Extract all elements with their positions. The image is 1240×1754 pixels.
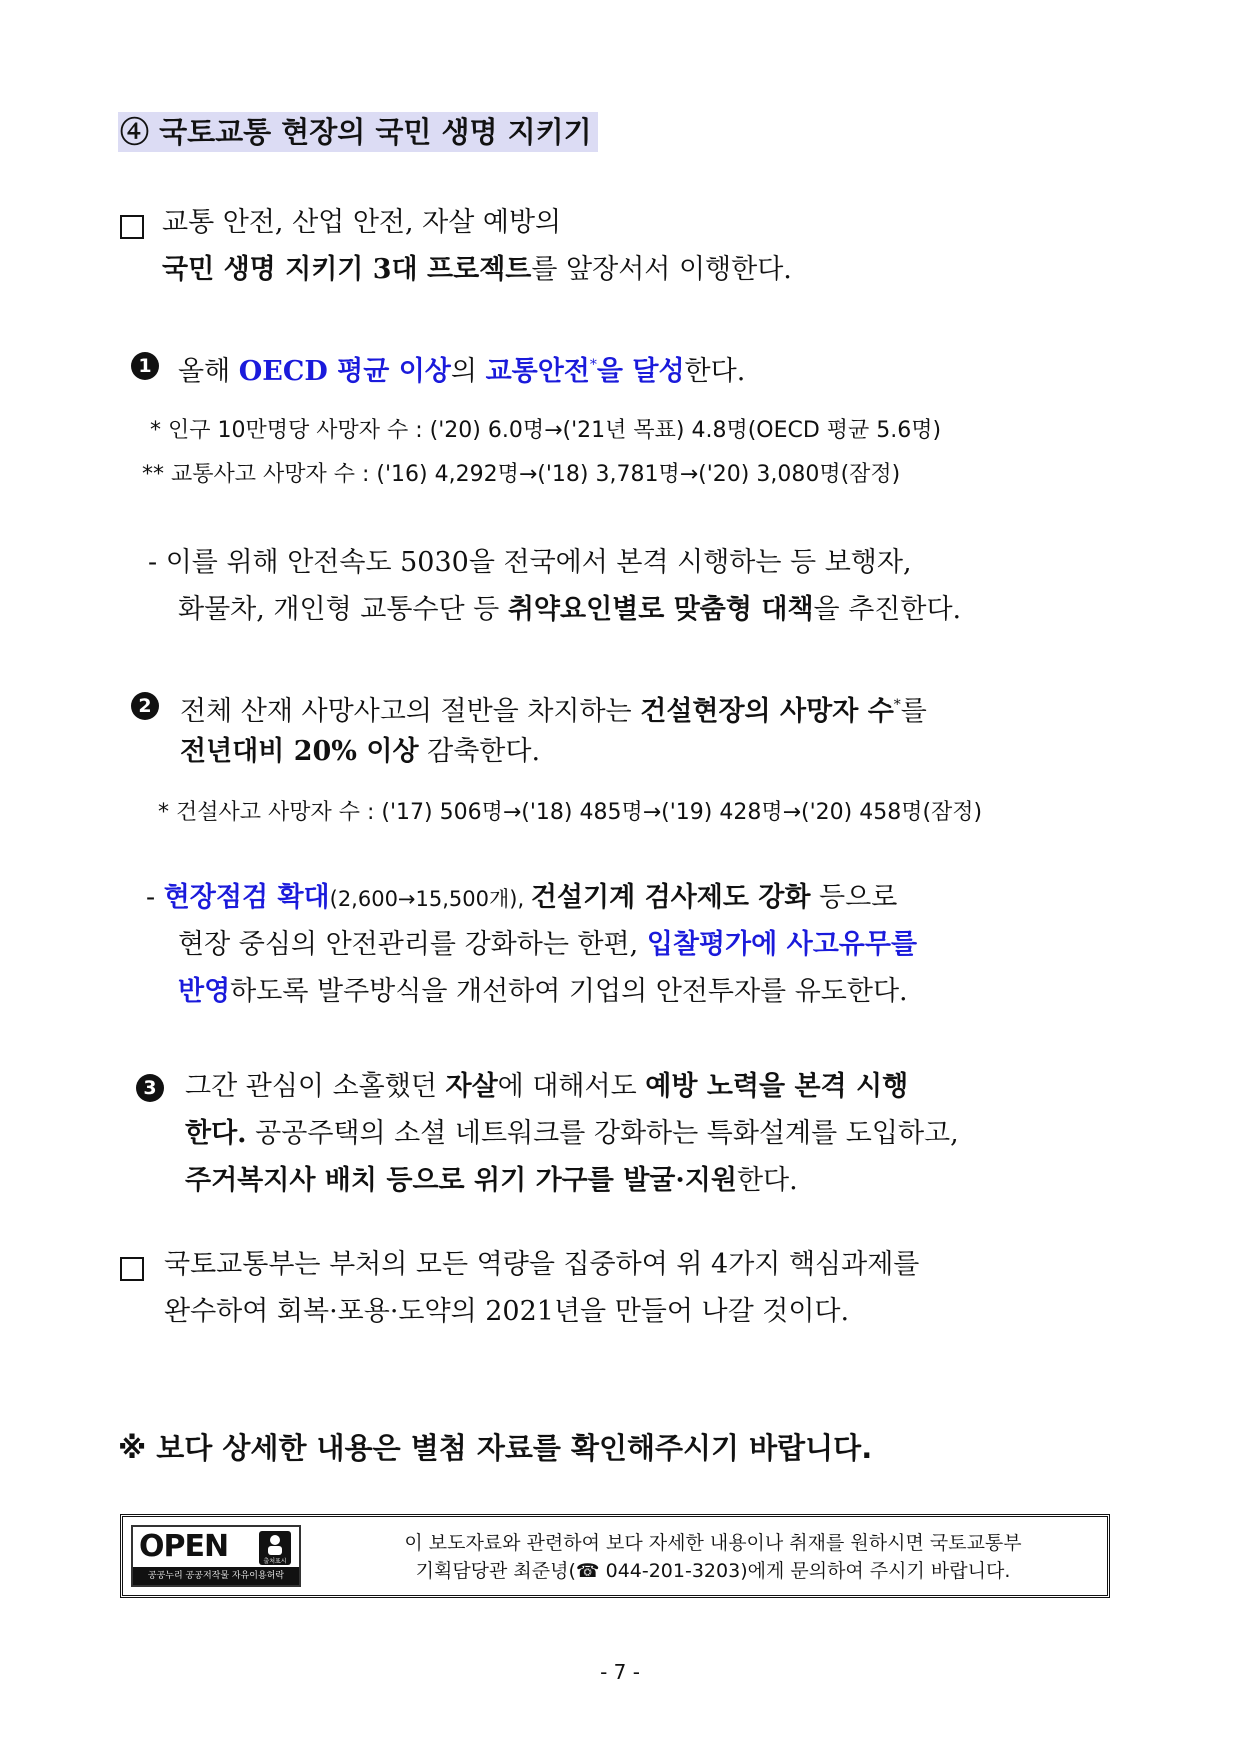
item3-line1	[185, 1070, 908, 1104]
item3-bold: 예방 노력을 본격 시행	[645, 1071, 909, 1102]
item3-bold: 한다.	[185, 1118, 247, 1149]
item3-text: 에 대해서도	[497, 1071, 646, 1102]
section-heading: ④ 국토교통 현장의 국민 생명 지키기	[118, 112, 598, 152]
section1-rest: 를 앞장서서 이행한다.	[531, 254, 792, 285]
dash2-text: 하도록 발주방식을 개선하여 기업의 안전투자를 유도한다.	[230, 976, 908, 1007]
item2-text: 전체 산재 사망사고의 절반을 차지하는	[180, 696, 641, 727]
item3-bold: 주거복지사 배치 등으로 위기 가구를 발굴·지원	[185, 1165, 737, 1196]
item3-line2	[185, 1117, 959, 1151]
item2-bold: 전년대비 20% 이상	[180, 736, 419, 767]
dash2-small: (2,600→15,500개),	[329, 887, 531, 911]
footnote-marker: *	[589, 357, 597, 373]
number-1-icon: 1	[131, 352, 159, 380]
item3-line3	[185, 1164, 798, 1198]
checkbox-square-icon	[120, 1257, 144, 1281]
contact-box	[120, 1514, 1110, 1598]
section2-line2: 완수하여 회복·포용·도약의 2021년을 만들어 나갈 것이다.	[164, 1296, 850, 1327]
item2-text: 를	[900, 696, 927, 727]
page-number: - 7 -	[600, 1660, 640, 1684]
item3-text: 그간 관심이 소홀했던	[185, 1071, 446, 1102]
item1-traffic-safety: 교통안전	[485, 356, 590, 387]
dash2-text: -	[146, 882, 164, 913]
note-population-deaths: * 인구 10만명당 사망자 수 : ('20) 6.0명→('21년 목표) 4.8명(OECD 평균 5.6명)	[150, 418, 942, 443]
item2-text: 감축한다.	[418, 736, 541, 767]
dash2-blue: 반영	[178, 976, 231, 1007]
dash2-line1	[146, 881, 897, 916]
footnote-marker: *	[893, 697, 901, 713]
dash2-line3	[178, 975, 908, 1009]
item2-line1	[180, 688, 927, 729]
dash2-line2	[178, 928, 917, 962]
logo-open-text: OPEN	[139, 1529, 229, 1564]
dash1-bold: 취약요인별로 맞춤형 대책	[507, 594, 814, 625]
dash1-line2	[178, 593, 961, 627]
contact-line2: 기획담당관 최준녕(☎ 044-201-3203)에게 문의하여 주시기 바랍니다.	[415, 1560, 1011, 1582]
logo-badge-text: 출처표시	[263, 1558, 287, 1565]
section1-bold: 국민 생명 지키기 3대 프로젝트	[162, 254, 532, 285]
item1-oecd: OECD 평균 이상	[238, 356, 451, 387]
dash2-blue: 현장점검 확대	[163, 882, 330, 913]
item3-bold: 자살	[445, 1071, 498, 1102]
person-icon	[259, 1531, 291, 1565]
logo-bar-text: 공공누리 공공저작물 자유이용허락	[133, 1567, 299, 1585]
section2-line1: 국토교통부는 부처의 모든 역량을 집중하여 위 4가지 핵심과제를	[164, 1249, 920, 1280]
dash1-text: 을 추진한다.	[813, 594, 962, 625]
section1-line2	[162, 253, 792, 287]
item1-line	[178, 348, 745, 389]
notice-text: ※ 보다 상세한 내용은 별첨 자료를 확인해주시기 바랍니다.	[118, 1431, 873, 1465]
dash1-line1: - 이를 위해 안전속도 5030을 전국에서 본격 시행하는 등 보행자,	[148, 547, 912, 578]
item3-text: 한다.	[736, 1165, 798, 1196]
number-3-icon: 3	[136, 1074, 164, 1102]
item1-text: 의	[450, 356, 486, 387]
contact-line1: 이 보도자료와 관련하여 보다 자세한 내용이나 취재를 원하시면 국토교통부	[404, 1532, 1022, 1554]
dash2-blue: 입찰평가에 사고유무를	[646, 929, 918, 960]
note-traffic-deaths: ** 교통사고 사망자 수 : ('16) 4,292명→('18) 3,781명→('20) 3,080명(잠정)	[142, 462, 901, 487]
open-license-logo	[131, 1525, 301, 1587]
dash2-text: 현장 중심의 안전관리를 강화하는 한편,	[178, 929, 647, 960]
dash2-text: 등으로	[810, 882, 898, 913]
item1-text: 한다.	[684, 356, 746, 387]
contact-text	[323, 1529, 1103, 1585]
item3-text: 공공주택의 소셜 네트워크를 강화하는 특화설계를 도입하고,	[246, 1118, 959, 1149]
item1-text: 올해	[178, 356, 239, 387]
number-2-icon: 2	[131, 692, 159, 720]
item2-bold: 건설현장의 사망자 수	[640, 696, 894, 727]
dash2-bold: 건설기계 검사제도 강화	[530, 882, 811, 913]
item1-achieve: 을 달성	[596, 356, 685, 387]
section1-line1: 교통 안전, 산업 안전, 자살 예방의	[162, 207, 562, 238]
item2-line2	[180, 735, 540, 769]
note-construction-deaths: * 건설사고 사망자 수 : ('17) 506명→('18) 485명→('19) 428명→('20) 458명(잠정)	[158, 800, 983, 825]
dash1-text: 화물차, 개인형 교통수단 등	[178, 594, 508, 625]
checkbox-square-icon	[120, 215, 144, 239]
